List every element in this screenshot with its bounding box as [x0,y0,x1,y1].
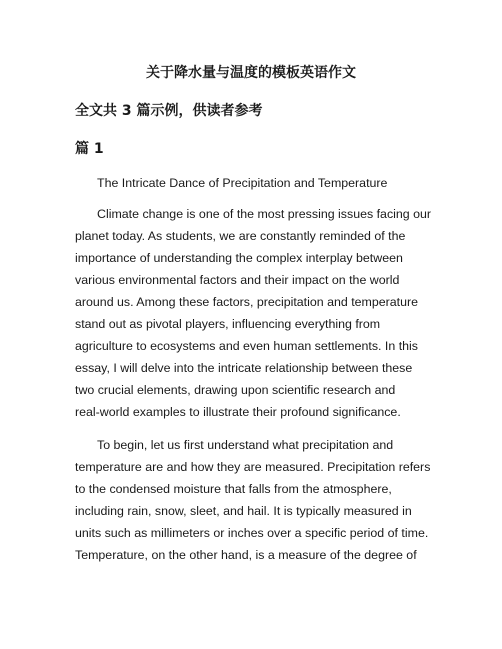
essay-title: The Intricate Dance of Precipitation and Temperature [97,176,388,190]
section-heading: 篇 1 [75,141,104,157]
paragraph-line: planet today. As students, we are constantly reminded of the [75,229,406,243]
paragraph-line: including rain, snow, sleet, and hail. It is typically measured in [75,504,412,518]
paragraph-line: stand out as pivotal players, influencing everything from [75,317,381,331]
paragraph-line: units such as millimeters or inches over a specific period of time. [75,526,429,540]
paragraph-1 [75,203,435,423]
paragraph-line: Climate change is one of the most pressing issues facing our [97,207,432,221]
paragraph-line: essay, I will delve into the intricate relationship between these [75,361,413,375]
paragraph-line: to the condensed moisture that falls from the atmosphere, [75,482,392,496]
paragraph-line: temperature are and how they are measured. Precipitation refers [75,460,431,474]
document-subtitle: 全文共 3 篇示例，供读者参考 [75,103,263,119]
paragraph-line: To begin, let us first understand what precipitation and [97,438,394,452]
paragraph-line: two crucial elements, drawing upon scientific research and [75,383,396,397]
paragraph-line: importance of understanding the complex interplay between [75,251,403,265]
document-title: 关于降水量与温度的模板英语作文 [146,65,356,81]
paragraph-line: various environmental factors and their impact on the world [75,273,400,287]
paragraph-2 [75,434,435,566]
paragraph-line: around us. Among these factors, precipitation and temperature [75,295,419,309]
paragraph-line: agriculture to ecosystems and even human settlements. In this [75,339,418,353]
paragraph-line: real-world examples to illustrate their profound significance. [75,405,401,419]
paragraph-line: Temperature, on the other hand, is a measure of the degree of [75,548,417,562]
